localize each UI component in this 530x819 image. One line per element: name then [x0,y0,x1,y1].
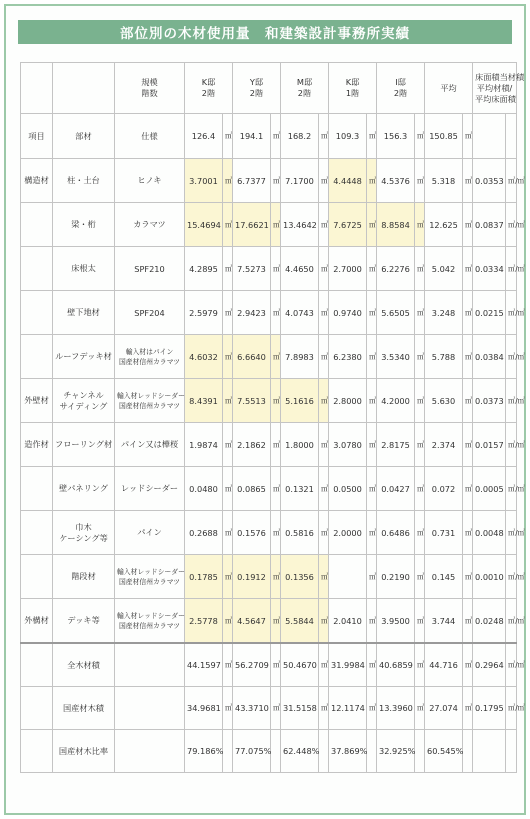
unit-label: ㎥ [223,511,233,555]
ratio-value: 0.0048 [473,511,506,555]
volume-k1: 0.9740 [329,291,367,335]
category-cell [21,247,53,291]
summary-spec-blank [115,687,185,730]
volume-m2: 0.1356 [281,555,319,599]
volume-k2: 2.5778 [185,599,223,644]
volume-avg: 3.248 [425,291,463,335]
table-row [21,555,517,599]
ratio-unit: ㎥/㎡ [506,291,517,335]
volume-y2: 17.6621 [233,203,271,247]
volume-k2: 2.5979 [185,291,223,335]
category-cell [21,555,53,599]
unit-label: ㎥ [463,599,473,644]
unit-label: ㎥ [319,335,329,379]
volume-k1: 2.8000 [329,379,367,423]
part-cell: フローリング材 [53,423,115,467]
unit-label: ㎥ [463,335,473,379]
part-cell: 壁下地材 [53,291,115,335]
category-cell [21,511,53,555]
unit-label: ㎥ [415,335,425,379]
unit-label: ㎥ [271,643,281,687]
volume-i2: 6.2276 [377,247,415,291]
volume-y2: 0.0865 [233,467,271,511]
unit-label: ㎥ [463,291,473,335]
volume-i2: 3.5340 [377,335,415,379]
category-cell [21,291,53,335]
ratio-unit: ㎥/㎡ [506,159,517,203]
unit-label: ㎥ [223,643,233,687]
volume-avg: 0.731 [425,511,463,555]
volume-k2: 1.9874 [185,423,223,467]
unit-label: ㎥ [367,159,377,203]
volume-m2: 0.1321 [281,467,319,511]
spec-cell: SPF210 [115,247,185,291]
volume-m2: 5.1616 [281,379,319,423]
spec-cell: SPF204 [115,291,185,335]
unit-label: ㎡ [415,114,425,159]
unit-label: ㎥ [223,203,233,247]
ratio-unit: ㎥/㎡ [506,423,517,467]
spec-cell: 輸入材レッドシーダー 国産材信州カラマツ [115,599,185,644]
volume-k2: 0.2688 [185,511,223,555]
ratio-value: 0.0837 [473,203,506,247]
unit-label: ㎥ [223,291,233,335]
unit-label: ㎥ [319,291,329,335]
volume-k1: 4.4448 [329,159,367,203]
unit-label: ㎡ [223,114,233,159]
wood-usage-table [20,62,525,773]
volume-m2: 13.4642 [281,203,319,247]
category-cell: 造作材 [21,423,53,467]
header-avg: 平均 [425,63,473,114]
spec-cell: パイン又は樺桜 [115,423,185,467]
volume-m2: 7.1700 [281,159,319,203]
volume-i2: 2.8175 [377,423,415,467]
part-cell: 床根太 [53,247,115,291]
volume-y2: 2.1862 [233,423,271,467]
unit-label: ㎥ [271,511,281,555]
summary-row [21,643,517,687]
unit-label: ㎥ [319,203,329,247]
unit-label [463,730,473,773]
spec-cell: 輸入材レッドシーダー 国産材信州カラマツ [115,379,185,423]
header-blank-2 [53,63,115,114]
volume-avg: 0.072 [425,467,463,511]
unit-row [21,114,517,159]
unit-label: ㎥ [319,159,329,203]
volume-i2: 3.9500 [377,599,415,644]
unit-label: ㎥ [271,687,281,730]
part-cell: 壁パネリング [53,467,115,511]
unit-label: ㎥ [271,467,281,511]
summary-y2: 77.075% [233,730,271,773]
ratio-unit: ㎥/㎡ [506,203,517,247]
summary-ratio [473,730,506,773]
unit-row-spec: 仕様 [115,114,185,159]
unit-label: ㎥ [223,467,233,511]
unit-label: ㎥ [367,291,377,335]
unit-label: ㎥ [367,247,377,291]
ratio-unit: ㎥/㎡ [506,643,517,687]
unit-label: ㎥ [319,643,329,687]
summary-y2: 43.3710 [233,687,271,730]
category-cell: 外壁材 [21,379,53,423]
unit-label: ㎥ [223,599,233,644]
volume-i2: 0.0427 [377,467,415,511]
volume-y2: 4.5647 [233,599,271,644]
summary-blank [21,730,53,773]
unit-label: ㎥ [319,511,329,555]
summary-k2: 44.1597 [185,643,223,687]
volume-k1: 0.0500 [329,467,367,511]
unit-label: ㎥ [463,203,473,247]
floor-area-y2: 194.1 [233,114,271,159]
unit-label: ㎥ [415,423,425,467]
ratio-unit: ㎥/㎡ [506,599,517,644]
table-row [21,203,517,247]
floor-area-avg: 150.85 [425,114,463,159]
unit-label: ㎥ [367,335,377,379]
unit-label: ㎥ [319,599,329,644]
ratio-value: 0.0215 [473,291,506,335]
unit-label: ㎥ [415,159,425,203]
volume-y2: 2.9423 [233,291,271,335]
spec-cell: 輸入材レッドシーダー 国産材信州カラマツ [115,555,185,599]
summary-k1: 31.9984 [329,643,367,687]
summary-blank [21,643,53,687]
unit-label [271,730,281,773]
ratio-value: 0.0248 [473,599,506,644]
summary-row [21,730,517,773]
unit-label: ㎡ [463,114,473,159]
summary-m2: 50.4670 [281,643,319,687]
volume-k1: 2.0000 [329,511,367,555]
floor-area-ratio-unit-blank [506,114,517,159]
ratio-value: 0.0334 [473,247,506,291]
summary-ratio: 0.1795 [473,687,506,730]
part-cell: デッキ等 [53,599,115,644]
table-row [21,247,517,291]
unit-label: ㎥ [271,159,281,203]
unit-label: ㎥ [463,423,473,467]
unit-label: ㎥ [223,379,233,423]
table-row [21,423,517,467]
unit-label: ㎥ [223,247,233,291]
spec-cell: カラマツ [115,203,185,247]
volume-y2: 6.7377 [233,159,271,203]
part-cell: 巾木 ケーシング等 [53,511,115,555]
unit-label: ㎥ [463,247,473,291]
volume-k1: 6.2380 [329,335,367,379]
unit-label: ㎥ [415,379,425,423]
spec-cell: 輸入材はパイン 国産材信州カラマツ [115,335,185,379]
unit-label [415,730,425,773]
volume-avg: 2.374 [425,423,463,467]
ratio-value: 0.0005 [473,467,506,511]
floor-area-k2: 126.4 [185,114,223,159]
ratio-unit: ㎥/㎡ [506,511,517,555]
category-cell [21,335,53,379]
volume-k2: 15.4694 [185,203,223,247]
unit-label: ㎥ [223,159,233,203]
volume-m2: 0.5816 [281,511,319,555]
summary-i2: 13.3960 [377,687,415,730]
volume-k2: 8.4391 [185,379,223,423]
summary-k1: 37.869% [329,730,367,773]
spec-cell: ヒノキ [115,159,185,203]
summary-i2: 32.925% [377,730,415,773]
summary-k2: 79.186% [185,730,223,773]
summary-label: 国産材木積 [53,687,115,730]
table-row [21,599,517,644]
volume-m2: 1.8000 [281,423,319,467]
volume-i2: 0.6486 [377,511,415,555]
summary-spec-blank [115,730,185,773]
page-title: 部位別の木材使用量 和建築設計事務所実績 [18,20,512,44]
unit-label: ㎥ [271,203,281,247]
volume-m2: 4.0743 [281,291,319,335]
volume-y2: 7.5513 [233,379,271,423]
volume-m2: 7.8983 [281,335,319,379]
header-ratio: 床面積当材積 平均材積/ 平均床面積 [473,63,517,114]
volume-k1: 2.7000 [329,247,367,291]
volume-k2: 4.2895 [185,247,223,291]
ratio-value: 0.0353 [473,159,506,203]
unit-label: ㎥ [319,555,329,599]
floor-area-i2: 156.3 [377,114,415,159]
unit-label: ㎥ [415,599,425,644]
table-row [21,467,517,511]
part-cell: チャンネル サイディング [53,379,115,423]
summary-spec-blank [115,643,185,687]
unit-label: ㎥ [367,511,377,555]
volume-avg: 0.145 [425,555,463,599]
summary-m2: 31.5158 [281,687,319,730]
floor-area-k1: 109.3 [329,114,367,159]
unit-label: ㎥ [415,555,425,599]
unit-label: ㎥ [463,687,473,730]
volume-i2: 4.5376 [377,159,415,203]
unit-label [319,730,329,773]
volume-i2: 8.8584 [377,203,415,247]
unit-label: ㎥ [223,687,233,730]
header-k2: K邸 2階 [185,63,233,114]
volume-avg: 12.625 [425,203,463,247]
volume-i2: 4.2000 [377,379,415,423]
table-row [21,379,517,423]
unit-label: ㎥ [271,335,281,379]
table-row [21,511,517,555]
unit-label [223,730,233,773]
part-cell: 梁・桁 [53,203,115,247]
volume-k2: 3.7001 [185,159,223,203]
unit-label: ㎥ [271,423,281,467]
category-cell [21,203,53,247]
table-row [21,159,517,203]
unit-label: ㎥ [319,687,329,730]
unit-row-part: 部材 [53,114,115,159]
floor-area-ratio-blank [473,114,506,159]
unit-label: ㎥ [415,247,425,291]
header-row [21,63,517,114]
header-i2: I邸 2階 [377,63,425,114]
unit-label: ㎥ [463,643,473,687]
category-cell: 構造材 [21,159,53,203]
volume-y2: 0.1576 [233,511,271,555]
unit-label: ㎥ [463,159,473,203]
unit-label: ㎥ [367,687,377,730]
volume-avg: 5.630 [425,379,463,423]
unit-label: ㎥ [367,379,377,423]
summary-blank [21,687,53,730]
unit-label: ㎥ [367,467,377,511]
unit-label: ㎡ [271,114,281,159]
summary-row [21,687,517,730]
volume-avg: 5.042 [425,247,463,291]
ratio-unit: ㎥/㎡ [506,467,517,511]
summary-avg: 44.716 [425,643,463,687]
summary-avg: 60.545% [425,730,463,773]
unit-label: ㎥ [463,555,473,599]
header-scale: 規模 階数 [115,63,185,114]
unit-label: ㎥ [367,555,377,599]
table-row [21,335,517,379]
summary-avg: 27.074 [425,687,463,730]
unit-label: ㎥ [463,511,473,555]
volume-k2: 0.0480 [185,467,223,511]
volume-k1 [329,555,367,599]
summary-i2: 40.6859 [377,643,415,687]
unit-label: ㎥ [319,467,329,511]
unit-label: ㎥ [367,203,377,247]
unit-label: ㎥ [415,643,425,687]
volume-y2: 6.6640 [233,335,271,379]
summary-m2: 62.448% [281,730,319,773]
volume-i2: 0.2190 [377,555,415,599]
unit-label: ㎥ [271,555,281,599]
unit-label: ㎥ [415,687,425,730]
spec-cell: パイン [115,511,185,555]
unit-label: ㎥ [271,247,281,291]
unit-label: ㎥ [223,555,233,599]
ratio-value: 0.0384 [473,335,506,379]
summary-k2: 34.9681 [185,687,223,730]
ratio-unit: ㎥/㎡ [506,555,517,599]
ratio-value: 0.0373 [473,379,506,423]
volume-m2: 4.4650 [281,247,319,291]
ratio-unit: ㎥/㎡ [506,247,517,291]
unit-label: ㎥ [415,291,425,335]
header-blank-1 [21,63,53,114]
ratio-unit: ㎥/㎡ [506,687,517,730]
volume-k1: 7.6725 [329,203,367,247]
summary-ratio: 0.2964 [473,643,506,687]
volume-avg: 5.318 [425,159,463,203]
unit-label: ㎡ [319,114,329,159]
volume-k1: 2.0410 [329,599,367,644]
volume-m2: 5.5844 [281,599,319,644]
unit-label: ㎥ [415,467,425,511]
ratio-value: 0.0157 [473,423,506,467]
unit-label: ㎥ [367,423,377,467]
ratio-unit [506,730,517,773]
floor-area-m2: 168.2 [281,114,319,159]
unit-label: ㎥ [463,379,473,423]
ratio-unit: ㎥/㎡ [506,335,517,379]
volume-k1: 3.0780 [329,423,367,467]
part-cell: ルーフデッキ材 [53,335,115,379]
unit-label: ㎥ [319,247,329,291]
category-cell [21,467,53,511]
unit-label: ㎥ [415,203,425,247]
volume-k2: 4.6032 [185,335,223,379]
volume-avg: 3.744 [425,599,463,644]
unit-label: ㎥ [367,599,377,644]
table-row [21,291,517,335]
part-cell: 階段材 [53,555,115,599]
ratio-unit: ㎥/㎡ [506,379,517,423]
unit-label: ㎥ [463,467,473,511]
summary-label: 国産材木比率 [53,730,115,773]
header-y2: Y邸 2階 [233,63,281,114]
category-cell: 外構材 [21,599,53,644]
summary-k1: 12.1174 [329,687,367,730]
unit-label: ㎥ [271,291,281,335]
unit-label: ㎥ [319,423,329,467]
header-m2: M邸 2階 [281,63,329,114]
part-cell: 柱・土台 [53,159,115,203]
summary-y2: 56.2709 [233,643,271,687]
unit-label: ㎥ [415,511,425,555]
spec-cell: レッドシーダー [115,467,185,511]
unit-label: ㎥ [271,599,281,644]
unit-label: ㎥ [271,379,281,423]
volume-avg: 5.788 [425,335,463,379]
summary-label: 全木材積 [53,643,115,687]
unit-label: ㎥ [223,423,233,467]
volume-y2: 0.1912 [233,555,271,599]
volume-i2: 5.6505 [377,291,415,335]
volume-k2: 0.1785 [185,555,223,599]
unit-label: ㎡ [367,114,377,159]
header-k1: K邸 1階 [329,63,377,114]
unit-label [367,730,377,773]
unit-label: ㎥ [367,643,377,687]
unit-row-cat: 項目 [21,114,53,159]
ratio-value: 0.0010 [473,555,506,599]
volume-y2: 7.5273 [233,247,271,291]
unit-label: ㎥ [319,379,329,423]
unit-label: ㎥ [223,335,233,379]
